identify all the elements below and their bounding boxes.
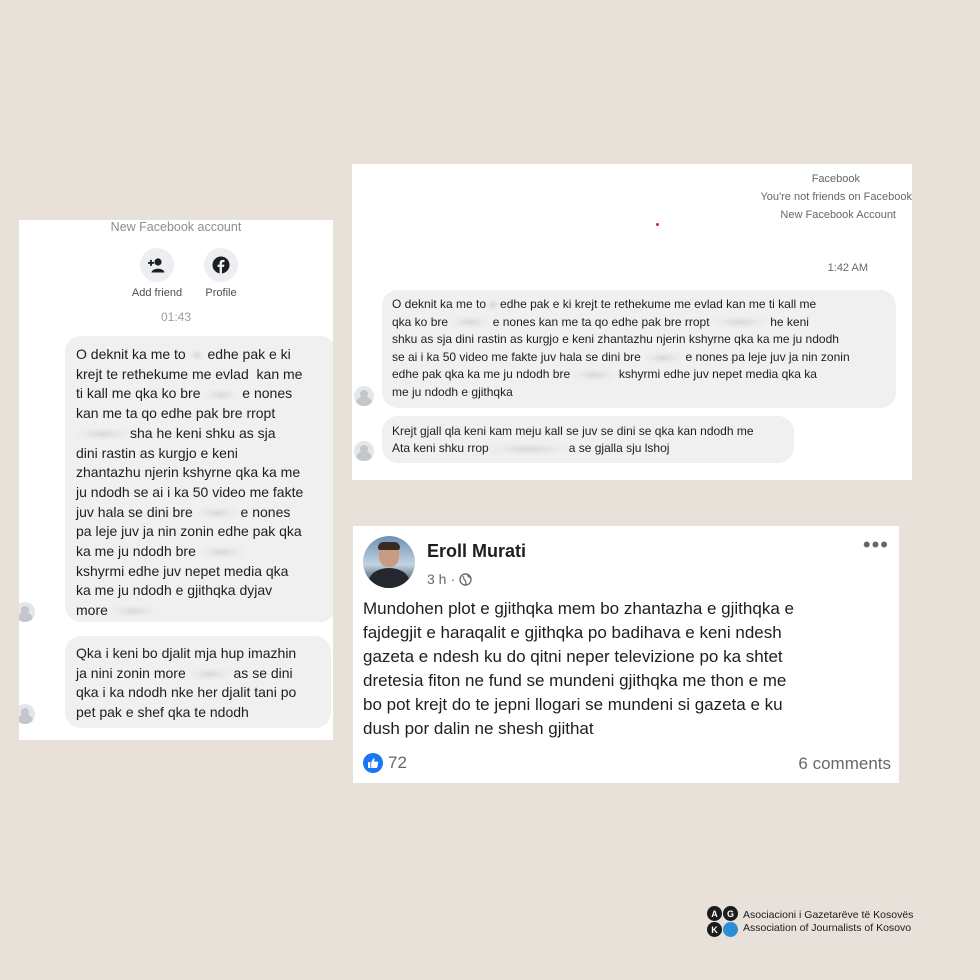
comments-count-link[interactable]: 6 comments: [798, 754, 891, 773]
redacted-blur: [190, 668, 230, 680]
message-text: Krejt gjall qla keni kam meju kall se juv se dini se qka kan ndodh me: [392, 424, 754, 438]
profile-label: Profile: [205, 287, 237, 299]
message-text: qka i ka ndodh nke her djalit tani po: [76, 684, 297, 700]
message-bubble: [382, 416, 794, 463]
profile-button[interactable]: [186, 248, 256, 299]
like-count: 72: [388, 753, 407, 772]
logo-letter-a: A: [707, 906, 722, 921]
post-text-line: fajdegjit e haraqalit e gjithqka po badihava e keni ndesh: [363, 623, 782, 642]
message-text: e nones: [242, 385, 293, 402]
redacted-blur: [76, 428, 130, 440]
reaction-count[interactable]: [363, 753, 407, 773]
message-text: e nones: [240, 503, 291, 520]
post-text-line: dretesia fiton ne fund se mundeni gjithqka me thon e me: [363, 671, 787, 690]
add-friend-label: Add friend: [131, 287, 183, 299]
facebook-post-screenshot: [353, 526, 899, 783]
red-dot: [656, 223, 659, 226]
message-text: se ai i ka 50 video me fakte juv hala se dini bre: [392, 349, 641, 364]
post-time[interactable]: 3 h: [427, 571, 447, 587]
chat-header-account: New Facebook Account: [780, 209, 896, 221]
message-timestamp: 01:43: [160, 310, 192, 324]
redacted-blur: [112, 605, 154, 617]
post-author-name[interactable]: Eroll Murati: [427, 541, 527, 561]
message-text: juv hala se dini bre: [76, 503, 193, 520]
message-text: qka ko bre: [392, 314, 449, 329]
like-icon: [363, 753, 383, 773]
redacted-blur: [197, 507, 237, 519]
chat-header-platform: Facebook: [811, 173, 860, 185]
post-text-line: dush por dalin ne shesh gjithat: [363, 719, 594, 738]
redacted-blur: [204, 389, 238, 401]
logo-letter-g: G: [723, 906, 738, 921]
right-chat-screenshot: [352, 164, 912, 480]
message-timestamp: 1:42 AM: [827, 262, 868, 274]
author-avatar[interactable]: [363, 536, 415, 588]
message-text: sha he keni shku as sja: [130, 424, 276, 441]
chat-header-friend-status: You're not friends on Facebook: [760, 191, 912, 203]
message-text: ju ndodh se ai i ka 50 video me fakte: [76, 483, 304, 500]
redacted-blur: [573, 369, 615, 381]
message-text: kan me: [256, 365, 303, 382]
message-text: ja nini zonin more: [76, 664, 186, 681]
message-text: zhantazhu njerin kshyrne qka ka me: [76, 464, 301, 481]
agk-logo: [707, 906, 967, 938]
message-text: he keni: [770, 314, 809, 329]
globe-icon: [459, 573, 472, 586]
post-text-line: bo pot krejt do te jepni llogari se mundeni si gazeta e ku: [363, 695, 783, 714]
message-text: pet pak e shef qka te ndodh: [76, 703, 249, 720]
sender-avatar: [19, 602, 35, 622]
message-text: more: [76, 602, 108, 619]
message-text: edhe pak e ki: [207, 346, 291, 362]
message-text: e nones kan me ta qo edhe pak bre rropt: [492, 314, 710, 329]
message-text: e nones pa leje juv ja nin zonin: [685, 349, 850, 364]
more-options-icon[interactable]: •••: [862, 532, 889, 557]
logo-speech-bubble-icon: [723, 922, 738, 937]
logo-letter-k: K: [707, 922, 722, 937]
message-text: a se gjalla sju lshoj: [568, 441, 670, 455]
redacted-blur: [190, 349, 204, 361]
add-friend-button[interactable]: [122, 248, 192, 299]
account-label: New Facebook account: [110, 220, 242, 234]
facebook-icon: [204, 248, 238, 282]
post-text-line: gazeta e ndesh ku do qitni neper televizione po ka shtet: [363, 647, 783, 666]
sender-avatar: [354, 441, 374, 461]
post-meta: [427, 571, 472, 587]
left-chat-screenshot: [19, 220, 333, 740]
message-text: ka me ju ndodh bre: [76, 543, 196, 560]
message-text: Qka i keni bo djalit mja hup imazhin: [76, 645, 297, 661]
message-text: Ata keni shku rrop: [392, 441, 489, 455]
message-text: kan me ta qo edhe pak bre rropt: [76, 405, 276, 422]
message-bubble: [65, 336, 333, 622]
post-meta-separator: ·: [450, 571, 456, 587]
redacted-blur: [200, 546, 244, 558]
redacted-blur: [644, 352, 682, 364]
message-text: krejt te rethekume me evlad: [76, 365, 249, 382]
post-text: [363, 597, 794, 741]
message-text: dini rastin as kurgjo e keni: [76, 444, 238, 461]
message-text: as se dini: [233, 664, 293, 681]
sender-avatar: [19, 704, 35, 724]
post-text-line: Mundohen plot e gjithqka mem bo zhantazha e gjithqka e: [363, 599, 794, 618]
message-text: pa leje juv ja nin zonin edhe pak qka: [76, 523, 302, 540]
redacted-blur: [713, 316, 767, 328]
message-text: kshyrmi edhe juv nepet media qka ka: [618, 367, 817, 382]
message-text: me ju ndodh e gjithqka: [392, 384, 513, 399]
message-text: O deknit ka me to: [392, 297, 487, 311]
sender-avatar: [354, 386, 374, 406]
message-text: edhe pak qka ka me ju ndodh bre: [392, 367, 571, 382]
logo-text: [743, 909, 913, 935]
redacted-blur: [489, 443, 569, 455]
message-text: ti kall me qka ko bre: [76, 385, 201, 402]
redacted-blur: [451, 316, 489, 328]
logo-name-albanian: Asociacioni i Gazetarëve të Kosovës: [743, 909, 914, 921]
message-text: O deknit ka me to: [76, 346, 186, 362]
message-text: kshyrmi edhe juv nepet media qka: [76, 562, 289, 579]
message-text: ka me ju ndodh e gjithqka dyjav: [76, 582, 273, 599]
message-bubble: [65, 636, 331, 728]
logo-name-english: Association of Journalists of Kosovo: [743, 922, 912, 934]
add-friend-icon: [140, 248, 174, 282]
redacted-blur: [486, 299, 500, 311]
message-text: shku as sja dini rastin as kurgjo e keni zhantazhu njerin kshyrne qka ka me ju ndodh: [392, 332, 839, 347]
message-bubble: [382, 290, 896, 408]
message-text: edhe pak e ki krejt te rethekume me evlad kan me ti kall me: [500, 297, 817, 311]
